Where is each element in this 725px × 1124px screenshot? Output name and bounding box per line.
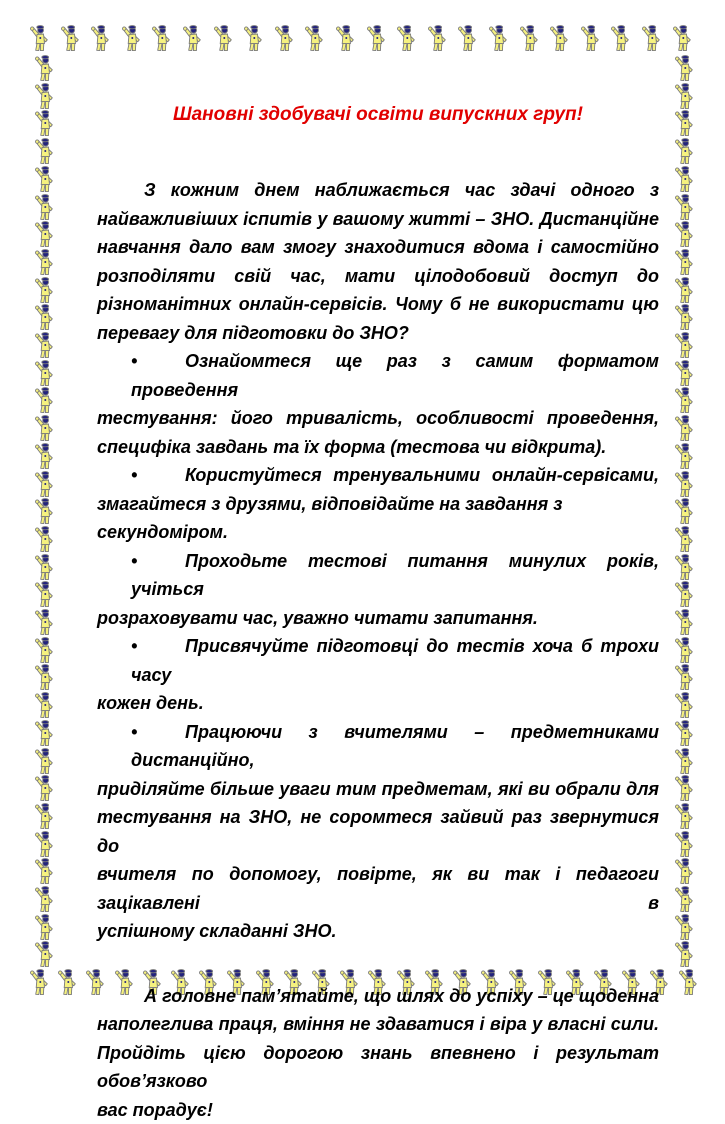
text-line: успішному складанні ЗНО.	[97, 917, 659, 946]
bullet-marker: •	[131, 632, 185, 661]
waving-person-icon	[673, 470, 695, 498]
waving-person-icon	[33, 276, 55, 304]
waving-person-icon	[33, 497, 55, 525]
waving-person-icon	[673, 220, 695, 248]
waving-person-icon	[487, 24, 509, 52]
waving-person-icon	[33, 193, 55, 221]
waving-person-icon	[673, 82, 695, 110]
waving-person-icon	[33, 331, 55, 359]
waving-person-icon	[673, 386, 695, 414]
text-line: • Користуйтеся тренувальними онлайн-сервісами,	[97, 461, 659, 490]
waving-person-icon	[33, 608, 55, 636]
waving-person-icon	[33, 691, 55, 719]
waving-person-icon	[673, 830, 695, 858]
bullet-item	[97, 718, 659, 946]
waving-person-icon	[548, 24, 570, 52]
document-body	[97, 176, 659, 1124]
waving-person-icon	[673, 54, 695, 82]
waving-person-icon	[673, 857, 695, 885]
text-line: різноманітних онлайн-сервісів. Чому б не використати цю	[97, 290, 659, 319]
waving-person-icon	[673, 109, 695, 137]
page-title: Шановні здобувачі освіти випускних груп!	[97, 103, 659, 127]
waving-person-icon	[33, 359, 55, 387]
waving-person-icon	[28, 968, 50, 996]
waving-person-icon	[673, 137, 695, 165]
waving-person-icon	[395, 24, 417, 52]
text-line: змагайтеся з друзями, відповідайте на завдання з секундоміром.	[97, 490, 659, 547]
waving-person-icon	[33, 940, 55, 968]
waving-person-icon	[120, 24, 142, 52]
waving-person-icon	[33, 913, 55, 941]
waving-person-icon	[33, 802, 55, 830]
waving-person-icon	[33, 220, 55, 248]
bullet-marker: •	[131, 461, 185, 490]
waving-person-icon	[273, 24, 295, 52]
waving-person-icon	[673, 165, 695, 193]
bullet-marker: •	[131, 718, 185, 747]
waving-person-icon	[33, 386, 55, 414]
text-line: розподіляти свій час, мати цілодобовий доступ до	[97, 262, 659, 291]
waving-person-icon	[33, 580, 55, 608]
waving-person-icon	[609, 24, 631, 52]
waving-person-icon	[673, 331, 695, 359]
text-line: перевагу для підготовки до ЗНО?	[97, 319, 659, 348]
waving-person-icon	[673, 580, 695, 608]
waving-person-icon	[673, 276, 695, 304]
text-line: З кожним днем наближається час здачі одного з	[97, 176, 659, 205]
waving-person-icon	[673, 414, 695, 442]
waving-person-icon	[673, 747, 695, 775]
waving-person-icon	[33, 414, 55, 442]
waving-person-icon	[33, 470, 55, 498]
waving-person-icon	[150, 24, 172, 52]
text-line: Пройдіть цією дорогою знань впевнено і результат обов’язково	[97, 1039, 659, 1096]
waving-person-icon	[673, 553, 695, 581]
paragraph	[97, 176, 659, 347]
waving-person-icon	[365, 24, 387, 52]
waving-person-icon	[673, 802, 695, 830]
waving-person-icon	[673, 303, 695, 331]
waving-person-icon	[518, 24, 540, 52]
waving-person-icon	[181, 24, 203, 52]
waving-person-icon	[673, 359, 695, 387]
bullet-item	[97, 547, 659, 633]
waving-person-icon	[671, 24, 693, 52]
waving-person-icon	[673, 525, 695, 553]
waving-person-icon	[33, 719, 55, 747]
text-line: навчання дало вам змогу знаходитися вдома і самостійно	[97, 233, 659, 262]
waving-person-icon	[673, 940, 695, 968]
waving-person-icon	[334, 24, 356, 52]
waving-person-icon	[33, 663, 55, 691]
text-line: вас порадує!	[97, 1096, 659, 1124]
text-line: • Проходьте тестові питання минулих років, учіться	[97, 547, 659, 604]
waving-person-icon	[33, 747, 55, 775]
waving-person-icon	[33, 82, 55, 110]
waving-person-icon	[673, 913, 695, 941]
waving-person-icon	[33, 830, 55, 858]
bullet-item	[97, 347, 659, 461]
waving-person-icon	[56, 968, 78, 996]
waving-person-icon	[33, 109, 55, 137]
waving-person-icon	[33, 857, 55, 885]
waving-person-icon	[673, 193, 695, 221]
waving-person-icon	[456, 24, 478, 52]
waving-person-icon	[677, 968, 699, 996]
text-line: А головне пам’ятайте, що шлях до успіху – це щоденна	[97, 982, 659, 1011]
text-line: кожен день.	[97, 689, 659, 718]
waving-person-icon	[28, 24, 50, 52]
text-line: вчителя по допомогу, повірте, як ви так і педагоги зацікавлені в	[97, 860, 659, 917]
text-line: розраховувати час, уважно читати запитання.	[97, 604, 659, 633]
text-line: • Присвячуйте підготовці до тестів хоча б трохи часу	[97, 632, 659, 689]
waving-person-icon	[212, 24, 234, 52]
waving-person-icon	[426, 24, 448, 52]
bullet-marker: •	[131, 347, 185, 376]
waving-person-icon	[33, 248, 55, 276]
waving-person-icon	[673, 719, 695, 747]
waving-person-icon	[33, 165, 55, 193]
paragraph	[97, 982, 659, 1124]
waving-person-icon	[33, 442, 55, 470]
waving-person-icon	[673, 248, 695, 276]
waving-person-icon	[673, 442, 695, 470]
bullet-item	[97, 632, 659, 718]
waving-person-icon	[673, 663, 695, 691]
waving-person-icon	[673, 691, 695, 719]
waving-person-icon	[673, 608, 695, 636]
text-line: специфіка завдань та їх форма (тестова чи відкрита).	[97, 433, 659, 462]
waving-person-icon	[59, 24, 81, 52]
text-line: тестування на ЗНО, не соромтеся зайвий раз звернутися до	[97, 803, 659, 860]
waving-person-icon	[579, 24, 601, 52]
waving-person-icon	[303, 24, 325, 52]
waving-person-icon	[89, 24, 111, 52]
waving-person-icon	[33, 525, 55, 553]
text-line: приділяйте більше уваги тим предметам, які ви обрали для	[97, 775, 659, 804]
waving-person-icon	[673, 774, 695, 802]
text-line: • Ознайомтеся ще раз з самим форматом проведення	[97, 347, 659, 404]
text-line: тестування: його тривалість, особливості проведення,	[97, 404, 659, 433]
waving-person-icon	[33, 774, 55, 802]
waving-person-icon	[33, 54, 55, 82]
waving-person-icon	[33, 137, 55, 165]
waving-person-icon	[640, 24, 662, 52]
bullet-marker: •	[131, 547, 185, 576]
bullet-item	[97, 461, 659, 547]
waving-person-icon	[33, 303, 55, 331]
text-line: наполеглива праця, вміння не здаватися і віра у власні сили.	[97, 1010, 659, 1039]
text-line: найважливіших іспитів у вашому житті – ЗНО. Дистанційне	[97, 205, 659, 234]
waving-person-icon	[33, 553, 55, 581]
waving-person-icon	[673, 885, 695, 913]
waving-person-icon	[673, 497, 695, 525]
waving-person-icon	[33, 636, 55, 664]
waving-person-icon	[242, 24, 264, 52]
text-line: • Працюючи з вчителями – предметниками дистанційно,	[97, 718, 659, 775]
waving-person-icon	[673, 636, 695, 664]
waving-person-icon	[33, 885, 55, 913]
